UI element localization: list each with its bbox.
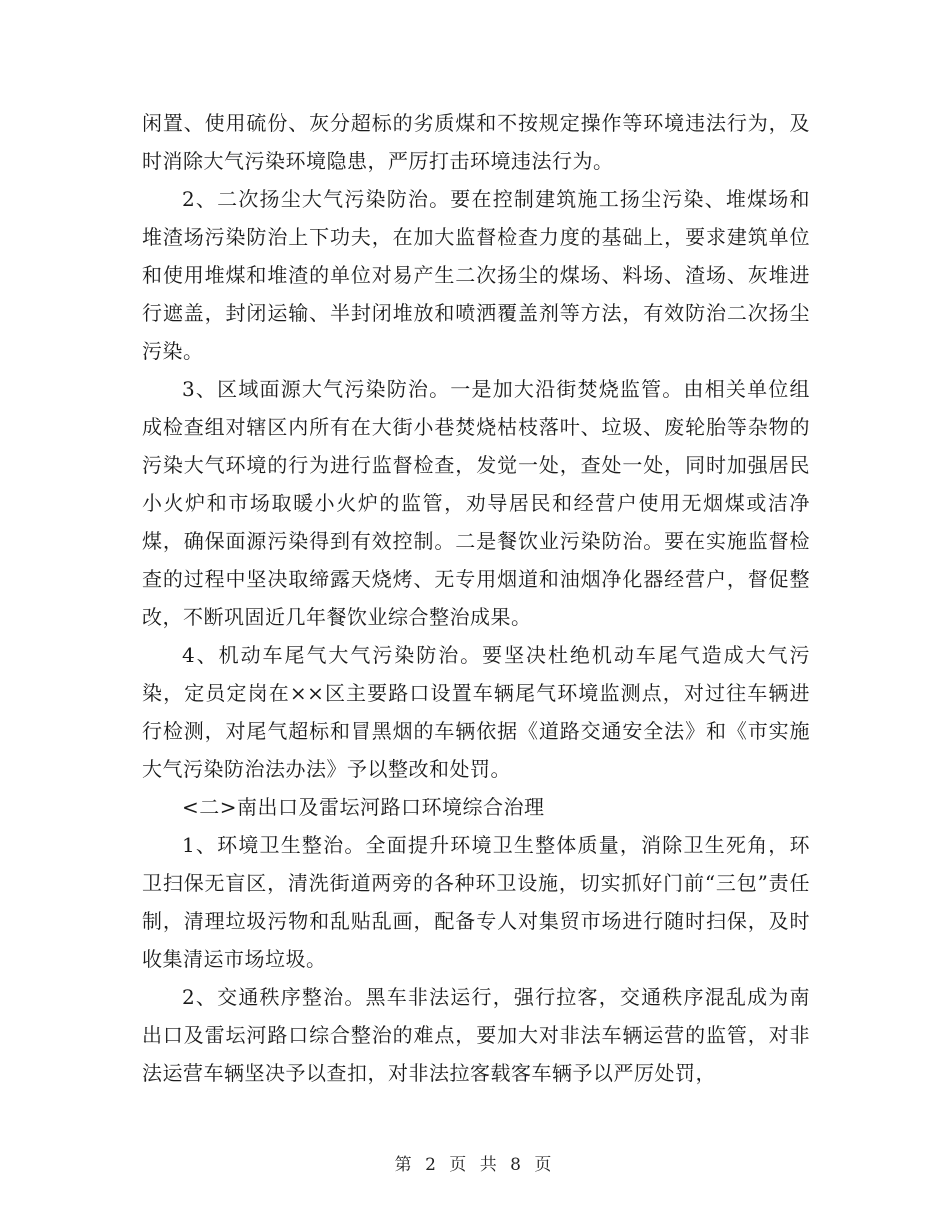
paragraph-area-source-control: 3、区域面源大气污染防治。一是加大沿街焚烧监管。由相关单位组成检查组对辖区内所有在大街小巷焚烧枯枝落叶、垃圾、废轮胎等杂物的污染大气环境的行为进行监督检查，发觉一处，查处一处，同时加强居民小火炉和市场取暖小火炉的监管，劝导居民和经营户使用无烟煤或洁净煤，确保面源污染得到有效控制。二是餐饮业污染防治。要在实施监督检查的过程中坚决取缔露天烧烤、无专用烟道和油烟净化器经营户，督促整改，不断巩固近几年餐饮业综合整治成果。 bbox=[142, 377, 810, 629]
paragraph-sanitation: 1、环境卫生整治。全面提升环境卫生整体质量，消除卫生死角，环卫扫保无盲区，清洗街道两旁的各种环卫设施，切实抓好门前“三包”责任制，清理垃圾污物和乱贴乱画，配备专人对集贸市场进行随时扫保，及时收集清运市场垃圾。 bbox=[142, 833, 810, 971]
page-number-footer: 第 2 页 共 8 页 bbox=[394, 1155, 556, 1175]
paragraph-vehicle-exhaust-control: 4、机动车尾气大气污染防治。要坚决杜绝机动车尾气造成大气污染，定员定岗在××区主要路口设置车辆尾气环境监测点，对过往车辆进行检测，对尾气超标和冒黑烟的车辆依据《道路交通安全法》和《市实施大气污染防治法办法》予以整改和处罚。 bbox=[142, 643, 810, 781]
document-body bbox=[142, 104, 810, 1092]
paragraph-dust-control: 2、二次扬尘大气污染防治。要在控制建筑施工扬尘污染、堆煤场和堆渣场污染防治上下功夫，在加大监督检查力度的基础上，要求建筑单位和使用堆煤和堆渣的单位对易产生二次扬尘的煤场、料场、渣场、灰堆进行遮盖，封闭运输、半封闭堆放和喷洒覆盖剂等方法，有效防治二次扬尘污染。 bbox=[142, 187, 810, 363]
section-heading: <二>南出口及雷坛河路口环境综合治理 bbox=[182, 795, 545, 819]
paragraph-continuation: 闲置、使用硫份、灰分超标的劣质煤和不按规定操作等环境违法行为，及时消除大气污染环境隐患，严厉打击环境违法行为。 bbox=[142, 111, 810, 173]
paragraph-traffic-order: 2、交通秩序整治。黑车非法运行，强行拉客，交通秩序混乱成为南出口及雷坛河路口综合整治的难点，要加大对非法车辆运营的监管，对非法运营车辆坚决予以查扣，对非法拉客载客车辆予以严厉处罚， bbox=[142, 985, 810, 1085]
